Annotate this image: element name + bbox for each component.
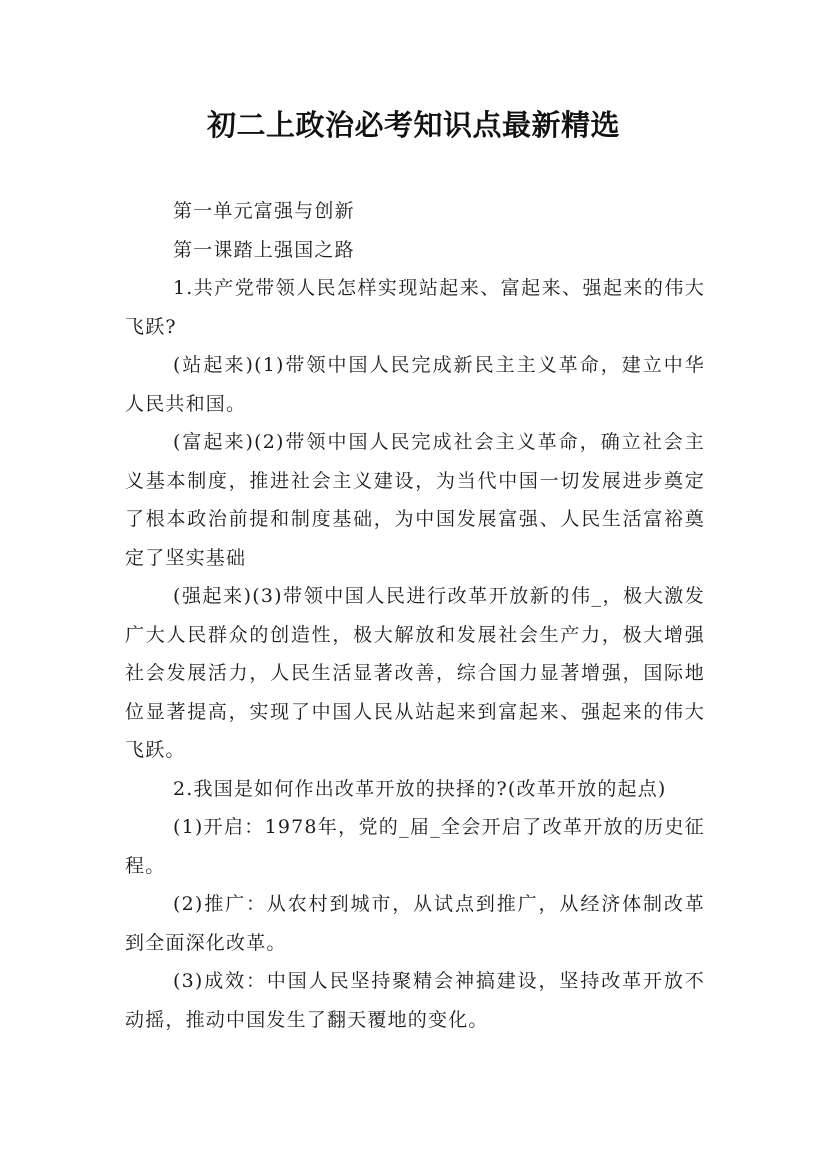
document-body xyxy=(125,192,705,1039)
answer-results: (3)成效：中国人民坚持聚精会神搞建设，坚持改革开放不动摇，推动中国发生了翻天覆地的变化。 xyxy=(125,970,705,1031)
answer-promotion: (2)推广：从农村到城市，从试点到推广，从经济体制改革到全面深化改革。 xyxy=(125,893,705,954)
answer-opening: (1)开启：1978年，党的_届_全会开启了改革开放的历史征程。 xyxy=(125,816,705,877)
answer-grow-strong: (强起来)(3)带领中国人民进行改革开放新的伟_，极大激发广大人民群众的创造性，极大解放和发展社会生产力，极大增强社会发展活力，人民生活显著改善，综合国力显著增强，国际地位显著提高，实现了中国人民从站起来到富起来、强起来的伟大飞跃。 xyxy=(125,585,705,761)
question-2: 2.我国是如何作出改革开放的抉择的?(改革开放的起点) xyxy=(173,777,667,800)
question-1: 1.共产党带领人民怎样实现站起来、富起来、强起来的伟大飞跃? xyxy=(125,277,705,338)
answer-get-rich: (富起来)(2)带领中国人民完成社会主义革命，确立社会主义基本制度，推进社会主义建设，为当代中国一切发展进步奠定了根本政治前提和制度基础，为中国发展富强、人民生活富裕奠定了坚实基础 xyxy=(125,431,705,569)
answer-stand-up: (站起来)(1)带领中国人民完成新民主主义革命，建立中华人民共和国。 xyxy=(125,354,705,415)
document-title: 初二上政治必考知识点最新精选 xyxy=(206,108,620,142)
unit-heading: 第一单元富强与创新 xyxy=(173,200,355,222)
lesson-heading: 第一课踏上强国之路 xyxy=(173,238,355,261)
